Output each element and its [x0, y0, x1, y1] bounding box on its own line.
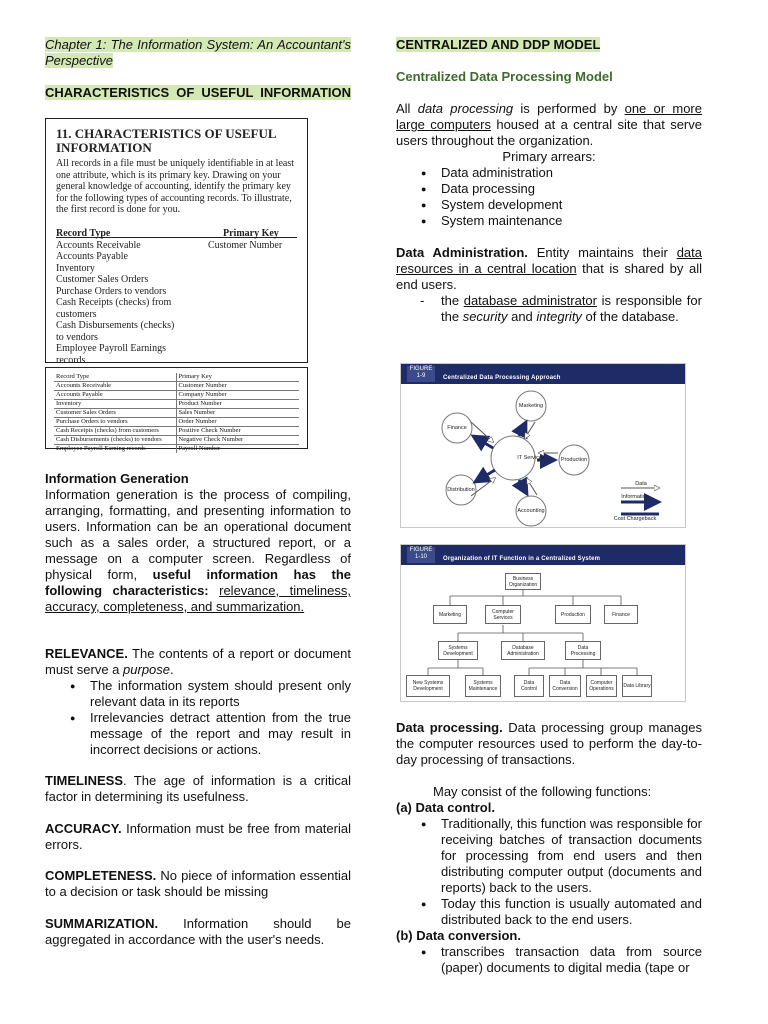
- table-cell: Positive Check Number: [176, 427, 299, 436]
- excerpt-row: Accounts Payable: [56, 251, 128, 262]
- org-box-database-administration: Database Administration: [501, 641, 545, 660]
- excerpt-row: Accounts Receivable: [56, 239, 141, 251]
- org-box-new-systems-development: New Systems Development: [406, 675, 450, 697]
- org-box-finance: Finance: [604, 605, 638, 624]
- table-cell: Accounts Receivable: [54, 382, 176, 391]
- table-cell: Order Number: [176, 418, 299, 427]
- excerpt-body: All records in a file must be uniquely identifiable in at least one attribute, which is its primary key. Drawing on your general knowledge of accounting, identify the primary key for the following types of accounting records. To illustrate, the first record is done for you.: [56, 158, 294, 215]
- table-cell: Company Number: [176, 391, 299, 400]
- table-cell: Product Number: [176, 400, 299, 409]
- figure-tag: FIGURE 1-10: [407, 547, 435, 563]
- org-box-data-library: Data Library: [622, 675, 652, 697]
- legend-data: Data: [635, 481, 647, 487]
- table-cell: Record Type: [54, 373, 176, 382]
- excerpt-row-list: [56, 240, 297, 367]
- dba-paragraph: the database administrator is responsible for the security and integrity of the database.: [441, 293, 702, 324]
- accounting-label: Accounting: [517, 508, 545, 514]
- legend-cost-chargeback: Cost Chargeback: [613, 516, 657, 522]
- list-item: ● transcribes transaction data from source (paper) documents to digital media (tape or: [441, 944, 702, 976]
- relevance-paragraph: RELEVANCE. The contents of a report or document must serve a purpose.: [45, 646, 351, 677]
- summarization-paragraph: SUMMARIZATION. Information should be aggregated in accordance with the user's needs.: [45, 916, 351, 947]
- table-row: [54, 418, 299, 427]
- list-item: ● Data administration: [441, 165, 702, 181]
- list-item: ● The information system should present only relevant data in its reports: [90, 678, 351, 710]
- excerpt-row: Inventory: [56, 262, 95, 274]
- figure-header: [401, 364, 685, 384]
- list-item: ● Today this function is usually automated and distributed back to the end users.: [441, 896, 702, 928]
- table-cell: Inventory: [54, 400, 176, 409]
- main-heading: CENTRALIZED AND DDP MODEL: [396, 37, 601, 52]
- excerpt-rows: [56, 240, 297, 367]
- org-box-systems-development: Systems Development: [438, 641, 478, 660]
- org-box-production: Production: [555, 605, 591, 624]
- data-processing-paragraph: Data processing. Data processing group manages the computer resources used to perform the day-to-day processing of transactions.: [396, 720, 702, 767]
- figure-it-organization: [400, 544, 686, 702]
- excerpt-col-key: Primary Key: [223, 227, 279, 239]
- relevance-bullets: [90, 678, 351, 758]
- table-row: [54, 400, 299, 409]
- list-item: ● Data processing: [441, 181, 702, 197]
- sub-heading: Centralized Data Processing Model: [396, 69, 613, 84]
- textbook-excerpt: [45, 118, 308, 366]
- characteristics-heading: CHARACTERISTICS OF USEFUL INFORMATION: [45, 85, 351, 100]
- table-cell: Sales Number: [176, 409, 299, 418]
- excerpt-row: Cash Receipts (checks) from customers: [56, 297, 172, 320]
- table-row: [54, 373, 299, 382]
- excerpt-col-record: Record Type: [56, 227, 111, 239]
- distribution-label: Distribution: [447, 487, 475, 493]
- org-box-systems-maintenance: Systems Maintenance: [465, 675, 501, 697]
- excerpt-row: Purchase Orders to vendors: [56, 285, 167, 297]
- primary-areas-label: Primary arrears:: [502, 149, 596, 164]
- table-cell: Negative Check Number: [176, 436, 299, 445]
- legend: [621, 488, 659, 514]
- info-generation-paragraph: Information generation is the process of compiling, arranging, formatting, and presenting information to users. Information can be an operational document such as a sales order, a structured report, or a message on a computer screen. Regardless of physical form, useful information has the following characteristics: relevance, timeliness, accuracy, completeness, and summarization.: [45, 487, 351, 614]
- org-box-computer-services: Computer Services: [485, 605, 521, 624]
- list-item: ● Irrelevancies detract attention from the true message of the report and may result in incorrect decisions or actions.: [90, 710, 351, 758]
- production-label: Production: [560, 457, 588, 463]
- figure-centralized-approach: [400, 363, 686, 528]
- table-row: [54, 382, 299, 391]
- table-row: [54, 445, 299, 454]
- excerpt-first-key: Customer Number: [208, 239, 283, 251]
- excerpt-title: 11. CHARACTERISTICS OF USEFUL INFORMATION: [56, 126, 276, 155]
- org-box-root: Business Organization: [505, 573, 541, 590]
- table-cell: Accounts Payable: [54, 391, 176, 400]
- data-control-heading: (a) Data control.: [396, 800, 495, 815]
- table-cell: Payroll Number: [176, 445, 299, 454]
- data-conversion-bullets: [441, 944, 702, 976]
- org-box-computer-operations: Computer Operations: [586, 675, 617, 697]
- org-box-data-conversion: Data Conversion: [549, 675, 581, 697]
- marketing-label: Marketing: [518, 403, 544, 409]
- org-box-data-processing: Data Processing: [565, 641, 601, 660]
- table-cell: Cash Disbursements (checks) to vendors: [54, 436, 176, 445]
- completeness-paragraph: COMPLETENESS. No piece of information essential to a decision or task should be missing: [45, 868, 351, 899]
- list-item: ● System development: [441, 197, 702, 213]
- answer-table-grid: [54, 373, 299, 453]
- figure-title: Centralized Data Processing Approach: [443, 375, 561, 381]
- table-cell: Customer Number: [176, 382, 299, 391]
- table-row: [54, 436, 299, 445]
- timeliness-paragraph: TIMELINESS. The age of information is a critical factor in determining its usefulness.: [45, 773, 351, 804]
- excerpt-row: Customer Sales Orders: [56, 274, 149, 285]
- table-cell: Primary Key: [178, 373, 212, 380]
- figure-title: Organization of IT Function in a Centralized System: [443, 556, 601, 562]
- table-row: [54, 391, 299, 400]
- info-generation-heading: Information Generation: [45, 471, 189, 486]
- list-item: ● System maintenance: [441, 213, 702, 229]
- org-box-data-control: Data Control: [514, 675, 544, 697]
- excerpt-row: Employee Payroll Earnings records: [56, 343, 166, 366]
- data-control-bullets: [441, 816, 702, 928]
- figure-header: [401, 545, 685, 565]
- dash-bullet: -: [420, 293, 425, 308]
- table-cell: Cash Receipts (checks) from customers: [54, 427, 176, 436]
- org-box-marketing: Marketing: [433, 605, 467, 624]
- data-administration-paragraph: Data Administration. Entity maintains their data resources in a central location that is shared by all end users.: [396, 245, 702, 292]
- excerpt-table-header: [56, 224, 297, 238]
- accuracy-paragraph: ACCURACY. Information must be free from material errors.: [45, 821, 351, 852]
- table-cell: Purchase Orders to vendors: [54, 418, 176, 427]
- table-cell: Customer Sales Orders: [54, 409, 176, 418]
- data-conversion-heading: (b) Data conversion.: [396, 928, 521, 943]
- primary-areas-list: [441, 165, 702, 229]
- figure-tag: FIGURE 1-9: [407, 366, 435, 382]
- list-item: ● Traditionally, this function was responsible for receiving batches of transaction documents for processing from end users and then distributing computer output (documents and reports) back to the users.: [441, 816, 702, 896]
- chapter-title: Chapter 1: The Information System: An Accountant's Perspective: [45, 37, 351, 68]
- table-cell: Employee Payroll Earning records: [54, 445, 176, 454]
- legend-information: Information: [621, 494, 649, 500]
- table-row: [54, 409, 299, 418]
- excerpt-row: Cash Disbursements (checks) to vendors: [56, 320, 175, 343]
- may-consist-line: May consist of the following functions:: [433, 784, 652, 799]
- table-row: [54, 427, 299, 436]
- finance-label: Finance: [447, 425, 467, 431]
- intro-paragraph: All data processing is performed by one or more large computers housed at a central site that serve users throughout the organization.: [396, 101, 702, 148]
- answer-table: [45, 367, 308, 452]
- it-services-label: IT Services: [517, 455, 545, 461]
